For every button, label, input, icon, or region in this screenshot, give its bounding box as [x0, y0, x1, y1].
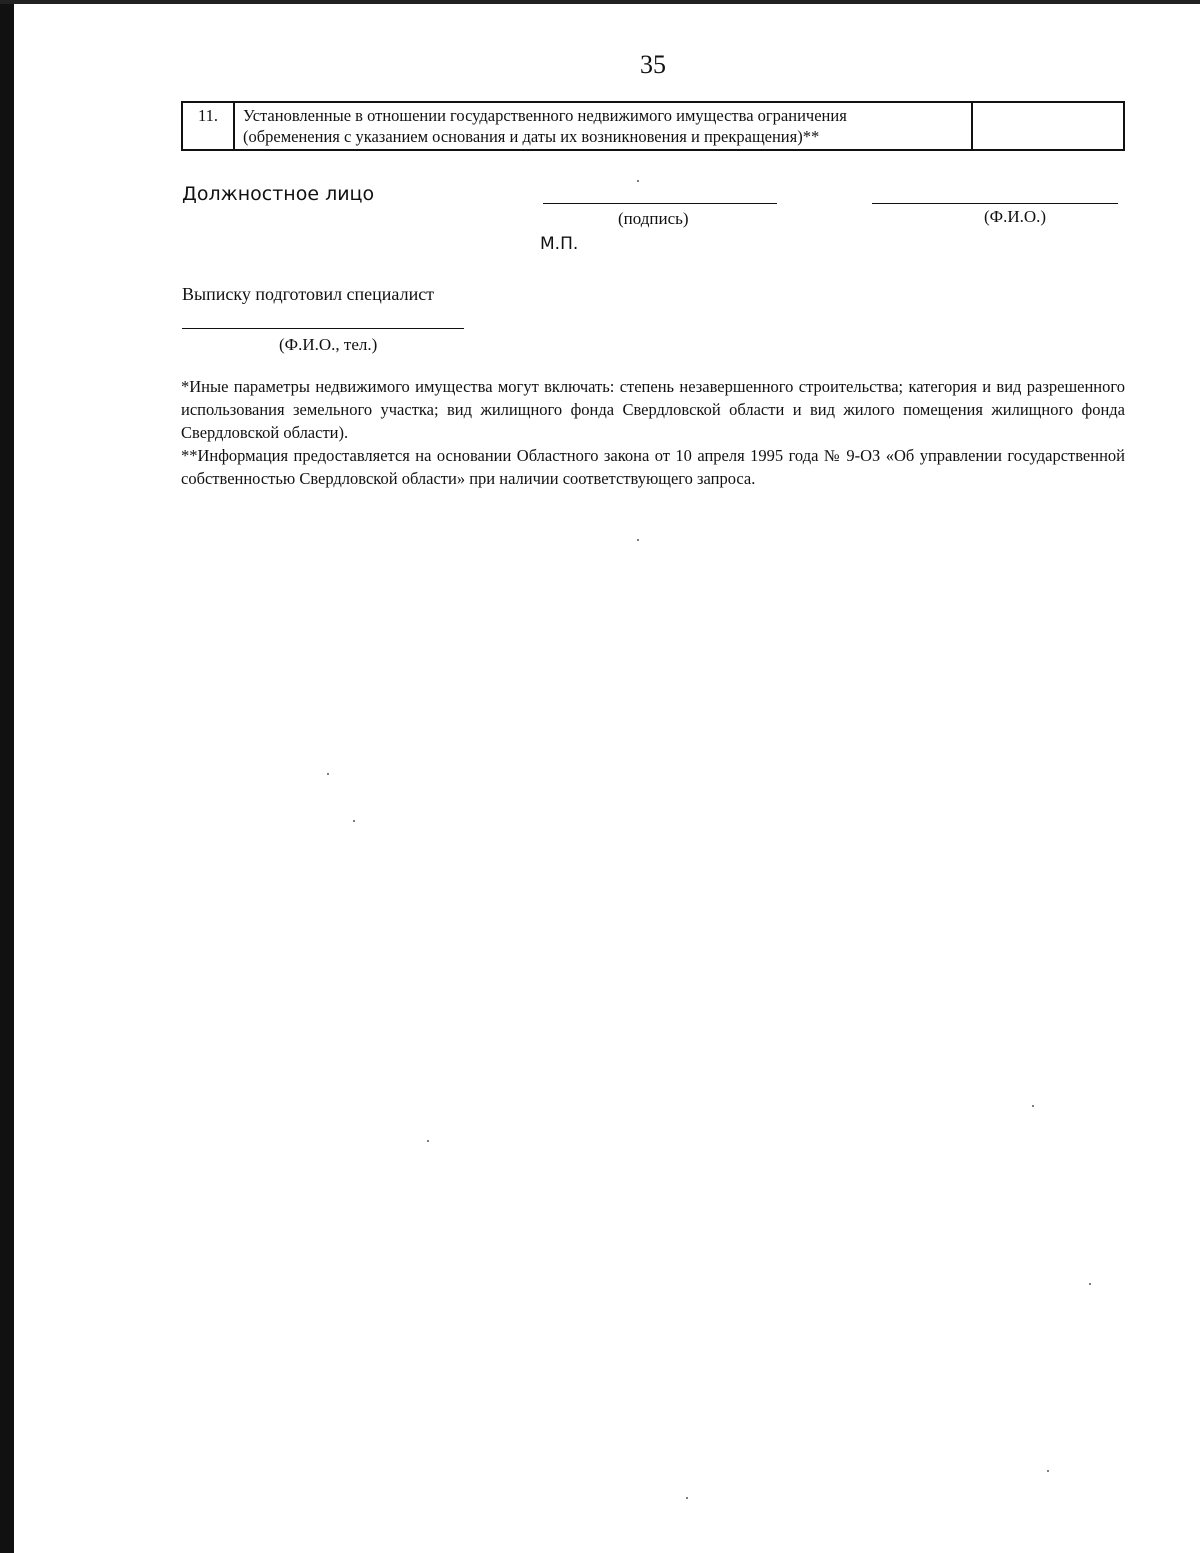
fio-line [872, 203, 1118, 204]
scan-speck [637, 180, 639, 182]
signature-line [543, 203, 777, 204]
page-number: 35 [640, 50, 666, 79]
prepared-by-line [182, 328, 464, 329]
info-table [181, 101, 1125, 151]
scan-speck [1089, 1283, 1091, 1285]
scan-speck [686, 1497, 688, 1499]
scan-speck [353, 820, 355, 822]
official-label: Должностное лицо [182, 183, 375, 205]
footnote-1: *Иные параметры недвижимого имущества могут включать: степень незавершенного строительства; категория и вид разрешенного использования земельного участка; вид жилищного фонда Свердловской области и вид жилого помещения жилищного фонда Свердловской области). [181, 377, 1125, 442]
scan-speck [1047, 1470, 1049, 1472]
fio-caption: (Ф.И.О.) [984, 207, 1047, 226]
scan-speck [427, 1140, 429, 1142]
table-row [182, 102, 1124, 150]
row-description-line2: (обременения с указанием основания и даты их возникновения и прекращения)** [243, 127, 820, 146]
scan-edge-top [0, 0, 1200, 4]
footnotes [181, 375, 1125, 490]
scan-speck [1032, 1105, 1034, 1107]
row-description-cell [234, 102, 972, 150]
row-value-cell [972, 102, 1124, 150]
scan-speck [637, 539, 639, 541]
footnote-2: **Информация предоставляется на основании Областного закона от 10 апреля 1995 года № 9-ОЗ «Об управлении государственной собственностью Свердловской области» при наличии соответствующего запроса. [181, 446, 1125, 488]
prepared-by-caption: (Ф.И.О., тел.) [279, 335, 378, 354]
signature-caption: (подпись) [618, 209, 689, 228]
row-description-line1: Установленные в отношении государственного недвижимого имущества ограничения [243, 106, 847, 125]
scan-edge-left [0, 0, 14, 1553]
scan-speck [327, 773, 329, 775]
seal-label: М.П. [540, 234, 579, 254]
row-number-cell: 11. [182, 102, 234, 150]
prepared-by-label: Выписку подготовил специалист [182, 284, 435, 304]
